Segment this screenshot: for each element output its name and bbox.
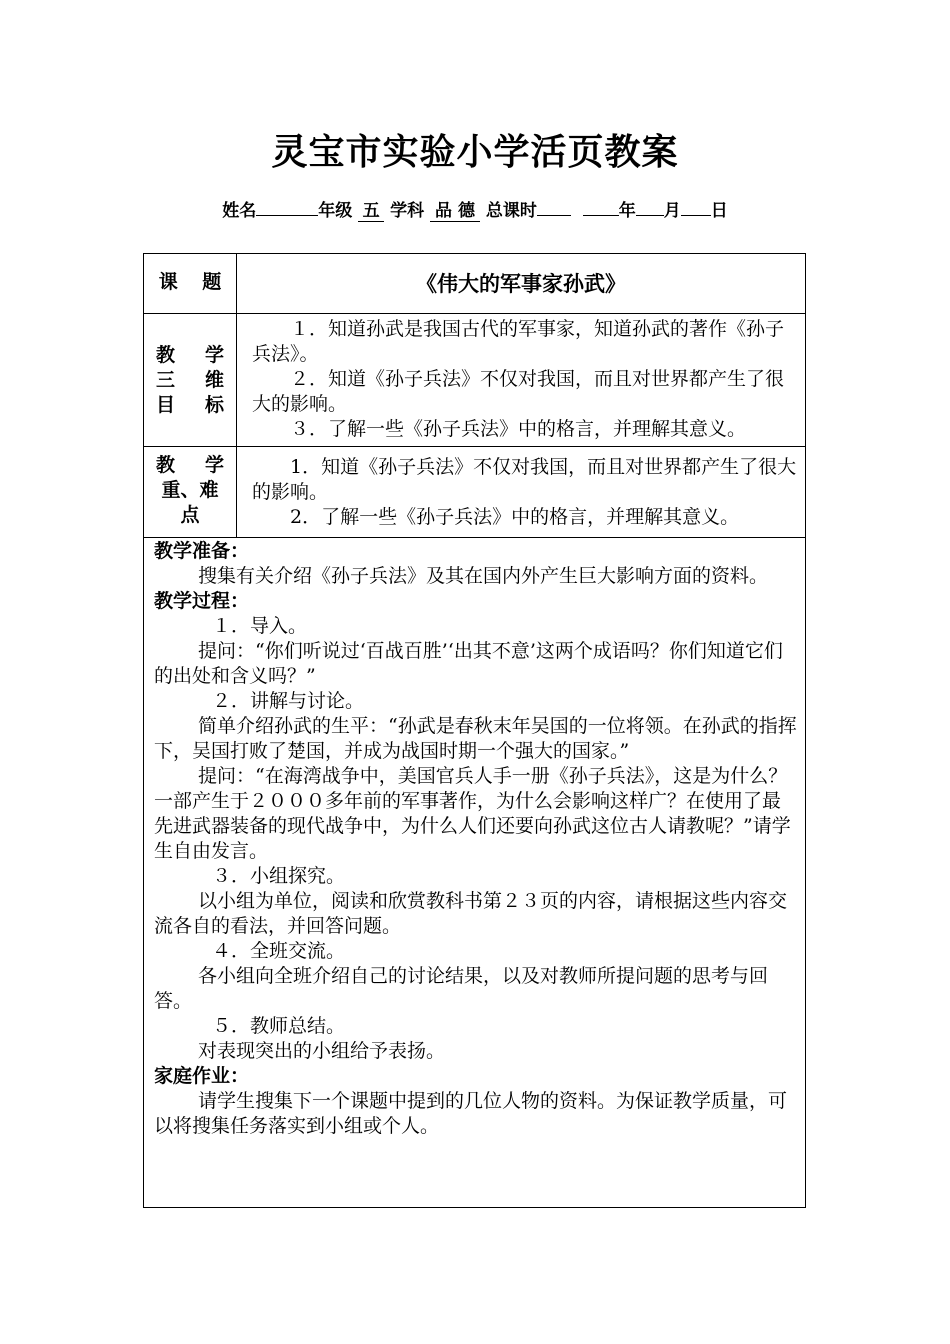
step-heading: ２．讲解与讨论。 — [212, 690, 365, 712]
year-blank — [583, 215, 619, 216]
keypoint-item: 1．知道《孙子兵法》不仅对我国，而且对世界都产生了很大的影响。 — [252, 456, 797, 503]
step-text: 提问：“在海湾战争中，美国官兵人手一册《孙子兵法》，这是为什么？一部产生于２０００多年前的军事著作，为什么会影响这样广？在使用了最先进武器装备的现代战争中，为什么人们还要向孙武这位古人请教呢？”请学生自由发言。 — [154, 765, 791, 862]
topic-label: 课 题 — [158, 271, 222, 293]
section-heading-prep: 教学准备： — [154, 540, 250, 562]
info-line — [0, 196, 950, 222]
name-blank — [256, 215, 318, 216]
prep-text: 搜集有关介绍《孙子兵法》及其在国内外产生巨大影响方面的资料。 — [198, 565, 769, 587]
step-text: 简单介绍孙武的生平：“孙武是春秋末年吴国的一位将领。在孙武的指挥下，吴国打败了楚国，并成为战国时期一个强大的国家。” — [154, 715, 797, 762]
lesson-plan-table — [143, 253, 806, 1208]
subject-label: 学科 — [390, 201, 425, 221]
goals-content — [252, 317, 799, 442]
page-title: 灵宝市实验小学活页教案 — [271, 132, 679, 173]
step-heading: ５．教师总结。 — [212, 1015, 346, 1037]
grade-value: 五 — [358, 201, 384, 222]
goals-label: 教 学 三 维 目 标 — [156, 344, 224, 416]
step-heading: ３．小组探究。 — [212, 865, 346, 887]
row-divider — [144, 446, 805, 447]
year-label: 年 — [618, 201, 636, 221]
grade-label: 年级 — [318, 201, 353, 221]
month-blank — [636, 215, 664, 216]
step-text: 提问：“你们听说过‘百战百胜’‘出其不意’这两个成语吗？你们知道它们的出处和含义吗？” — [154, 640, 783, 687]
day-blank — [681, 215, 711, 216]
homework-text: 请学生搜集下一个课题中提到的几位人物的资料。为保证教学质量，可以将搜集任务落实到小组或个人。 — [154, 1090, 788, 1137]
step-text: 以小组为单位，阅读和欣赏教科书第２３页的内容，请根据这些内容交流各自的看法，并回答问题。 — [154, 890, 788, 937]
month-label: 月 — [663, 201, 681, 221]
section-heading-process: 教学过程： — [154, 590, 250, 612]
day-label: 日 — [710, 201, 728, 221]
goal-item: １．知道孙武是我国古代的军事家，知道孙武的著作《孙子兵法》。 — [252, 318, 785, 365]
row-divider — [144, 537, 805, 538]
goal-item: ３．了解一些《孙子兵法》中的格言，并理解其意义。 — [290, 418, 747, 440]
lesson-body — [154, 539, 799, 1139]
name-label: 姓名 — [222, 201, 257, 221]
hours-label: 总课时 — [485, 201, 537, 221]
step-text: 对表现突出的小组给予表扬。 — [198, 1040, 446, 1062]
section-heading-homework: 家庭作业： — [154, 1065, 250, 1087]
step-heading: １．导入。 — [212, 615, 308, 637]
keypoints-content — [252, 455, 799, 530]
row-divider — [144, 313, 805, 314]
subject-value: 品 德 — [430, 201, 480, 222]
goal-item: ２．知道《孙子兵法》不仅对我国，而且对世界都产生了很大的影响。 — [252, 368, 785, 415]
keypoints-label: 教 学 重、难 点 — [156, 454, 224, 526]
step-heading: ４．全班交流。 — [212, 940, 346, 962]
lesson-topic: 《伟大的军事家孙武》 — [416, 272, 626, 296]
hours-blank — [537, 215, 571, 216]
step-text: 各小组向全班介绍自己的讨论结果，以及对教师所提问题的思考与回答。 — [154, 965, 769, 1012]
keypoint-item: 2．了解一些《孙子兵法》中的格言，并理解其意义。 — [290, 506, 740, 528]
